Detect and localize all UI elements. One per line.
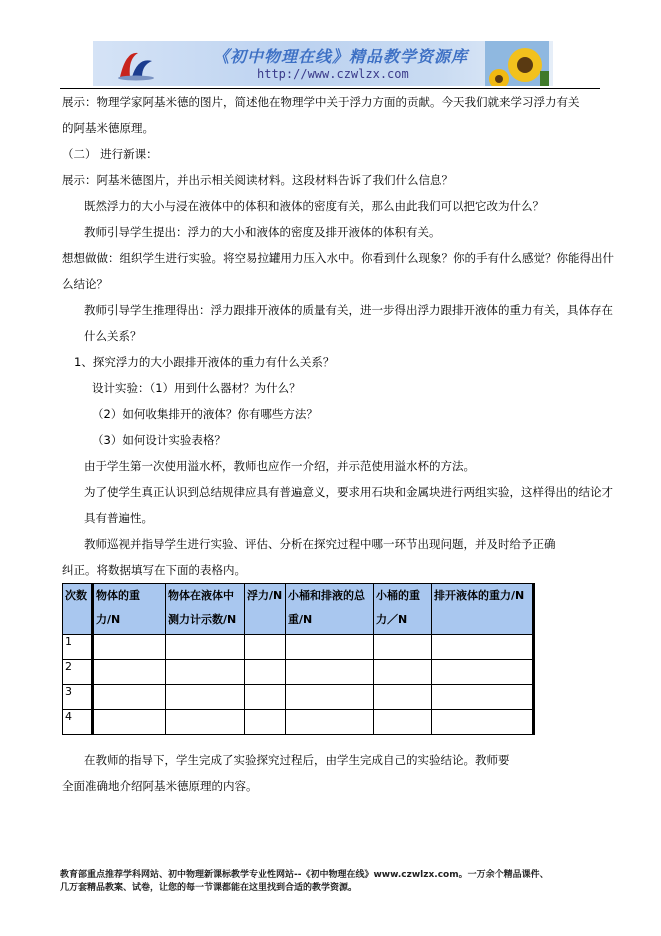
paragraph-line: 教师引导学生推理得出：浮力跟排开液体的质量有关，进一步得出浮力跟排开液体的重力有关，具体存在 <box>84 303 613 317</box>
table-cell: 1 <box>63 635 93 660</box>
table-row <box>63 710 534 735</box>
paragraph-line: 纠正。将数据填写在下面的表格内。 <box>62 563 246 577</box>
paragraph-line: 在教师的指导下，学生完成了实验探究过程后，由学生完成自己的实验结论。教师要 <box>84 753 510 767</box>
table-cell <box>245 660 286 685</box>
table-cell: 4 <box>63 710 93 735</box>
paragraph-line: 展示：物理学家阿基米德的图片，简述他在物理学中关于浮力方面的贡献。今天我们就来学习浮力有关 <box>62 95 580 109</box>
table-cell <box>93 635 166 660</box>
table-cell: 2 <box>63 660 93 685</box>
table-cell <box>93 660 166 685</box>
footer-line: 教育部重点推荐学科网站、初中物理新课标教学专业性网站--《初中物理在线》www.czwlzx.com。一万余个精品课件、 <box>60 870 549 880</box>
site-url[interactable]: http://www.czwlzx.com <box>257 67 409 81</box>
table-header-row <box>63 584 534 635</box>
data-table <box>62 583 535 735</box>
table-cell: 3 <box>63 685 93 710</box>
table-row <box>63 635 534 660</box>
paragraph-line: 教师引导学生提出：浮力的大小和液体的密度及排开液体的体积有关。 <box>84 225 441 239</box>
table-cell <box>245 710 286 735</box>
header-banner <box>93 41 553 86</box>
numbered-item: 1、探究浮力的大小跟排开液体的重力有什么关系？ <box>74 355 335 369</box>
site-title: 《初中物理在线》精品教学资源库 <box>213 47 469 66</box>
table-cell <box>166 710 245 735</box>
paragraph-line: 的阿基米德原理。 <box>62 121 154 135</box>
table-cell <box>286 635 374 660</box>
table-cell <box>374 685 432 710</box>
paragraph-line: 展示：阿基米德图片，并出示相关阅读材料。这段材料告诉了我们什么信息？ <box>62 173 453 187</box>
footer-line: 几万套精品教案、试卷，让您的每一节课都能在这里找到合适的教学资源。 <box>60 883 358 893</box>
paragraph-line: 教师巡视并指导学生进行实验、评估、分析在探究过程中哪一环节出现问题，并及时给予正确 <box>84 537 556 551</box>
table-cell <box>166 635 245 660</box>
table-row <box>63 660 534 685</box>
table-cell <box>286 685 374 710</box>
table-header-cell: 排开液体的重力/N <box>432 584 534 635</box>
table-cell <box>432 635 534 660</box>
paragraph-line: 为了使学生真正认识到总结规律应具有普遍意义，要求用石块和金属块进行两组实验，这样得出的结论才 <box>84 485 613 499</box>
table-cell <box>166 685 245 710</box>
paragraph-line: 设计实验：（1）用到什么器材？为什么？ <box>92 381 301 395</box>
table-header-cell: 小桶和排液的总重/N <box>286 584 374 635</box>
table-header-cell: 次数 <box>63 584 93 635</box>
site-logo-icon <box>116 47 156 81</box>
table-cell <box>286 710 374 735</box>
section-heading: （二） 进行新课： <box>62 147 158 161</box>
paragraph-line: （3）如何设计实验表格？ <box>92 433 226 447</box>
paragraph-line: 想想做做：组织学生进行实验。将空易拉罐用力压入水中。你看到什么现象？你的手有什么感觉？你能得出什 <box>62 251 614 265</box>
table-row <box>63 685 534 710</box>
header-rule <box>60 88 600 89</box>
paragraph-line: 全面准确地介绍阿基米德原理的内容。 <box>62 779 258 793</box>
sunflower-icon <box>485 41 549 86</box>
table-cell <box>374 635 432 660</box>
table-cell <box>432 660 534 685</box>
table-cell <box>166 660 245 685</box>
table-cell <box>432 685 534 710</box>
table-cell <box>245 635 286 660</box>
paragraph-line: 由于学生第一次使用溢水杯，教师也应作一介绍，并示范使用溢水杯的方法。 <box>84 459 475 473</box>
table-header-cell: 物体的重力/N <box>93 584 166 635</box>
paragraph-line: （2）如何收集排开的液体？你有哪些方法？ <box>92 407 318 421</box>
table-cell <box>245 685 286 710</box>
paragraph-line: 具有普遍性。 <box>84 511 153 525</box>
table-cell <box>374 660 432 685</box>
table-cell <box>93 710 166 735</box>
paragraph-line: 什么关系？ <box>84 329 142 343</box>
table-cell <box>286 660 374 685</box>
table-header-cell: 物体在液体中测力计示数/N <box>166 584 245 635</box>
paragraph-line: 既然浮力的大小与浸在液体中的体积和液体的密度有关，那么由此我们可以把它改为什么？ <box>84 199 544 213</box>
table-cell <box>374 710 432 735</box>
table-cell <box>432 710 534 735</box>
paragraph-line: 么结论？ <box>62 277 108 291</box>
table-header-cell: 小桶的重力／N <box>374 584 432 635</box>
table-cell <box>93 685 166 710</box>
table-header-cell: 浮力/N <box>245 584 286 635</box>
